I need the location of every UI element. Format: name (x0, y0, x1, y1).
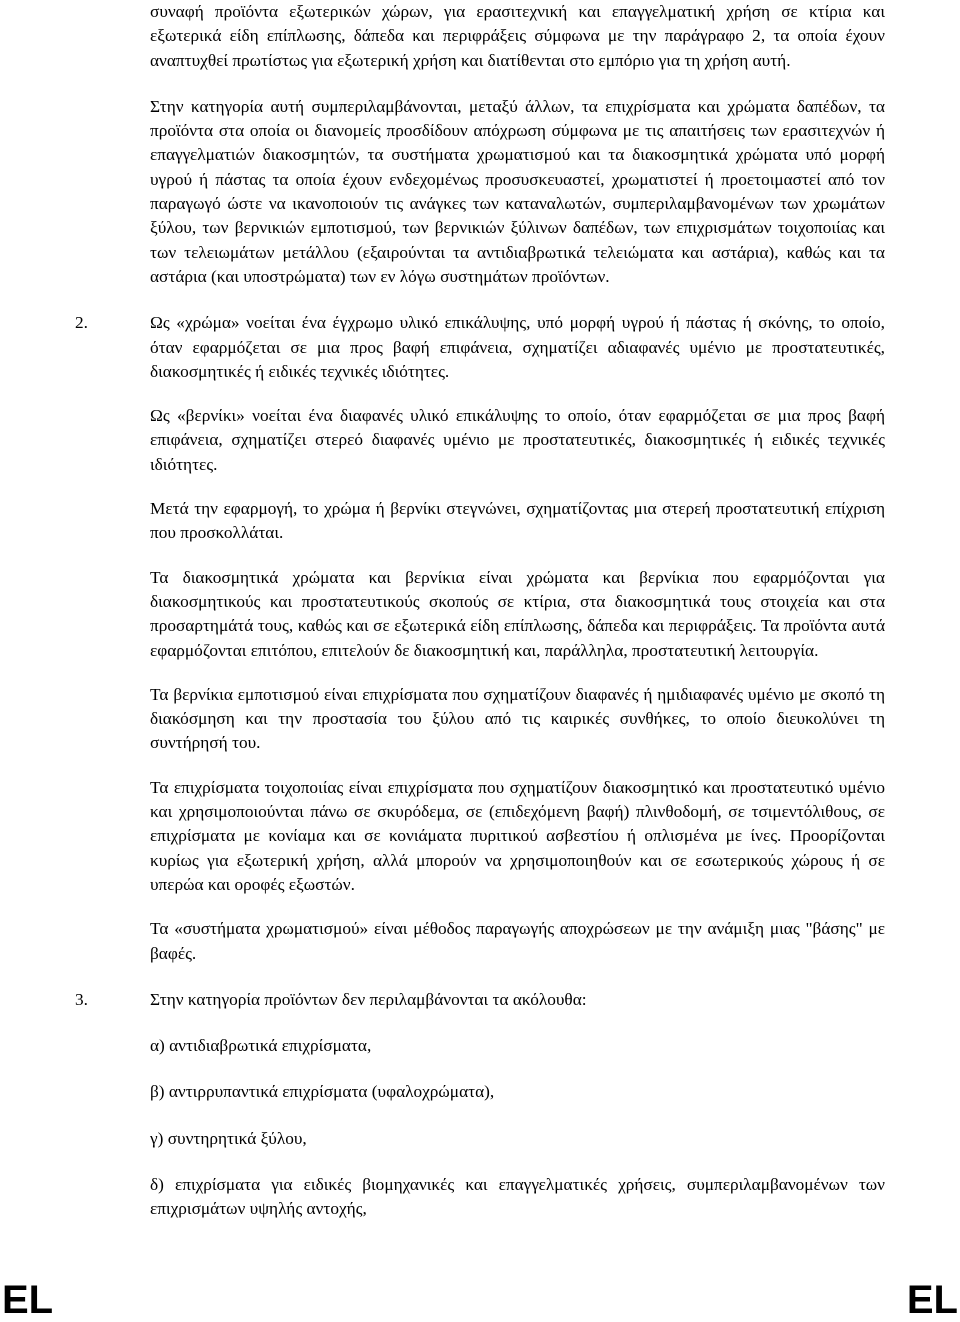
list-item: γ) συντηρητικά ξύλου, (150, 1128, 307, 1148)
paragraph-paint-definition: Ως «χρώμα» νοείται ένα έγχρωμο υλικό επικάλυψης, υπό μορφή υγρού ή πάστας ή σκόνης, το οποίο, όταν εφαρμόζεται σε μια προς βαφή επιφάνεια, σχηματίζει αδιαφανές υμένιο με προστατευτικές, διακοσμητικές ή ειδικές τεχνικές ιδιότητες. (150, 313, 885, 381)
footer-language-code-right: EL (906, 1278, 958, 1322)
paragraph-impregnation-varnish: Τα βερνίκια εμποτισμού είναι επιχρίσματα που σχηματίζουν διαφανές ή ημιδιαφανές υμένιο με σκοπό τη διακόσμηση και την προστασία του ξύλου από τις καιρικές συνθήκες, το οποίο διευκολύνει τη συντήρησή του. (150, 684, 885, 753)
section-number: 3. (75, 989, 88, 1009)
list-item: α) αντιδιαβρωτικά επιχρίσματα, (150, 1036, 372, 1056)
document-body (75, 0, 885, 1222)
section-number: 2. (75, 313, 88, 333)
paragraph-drying: Μετά την εφαρμογή, το χρώμα ή βερνίκι στεγνώνει, σχηματίζοντας μια στερεή προστατευτική επίχριση που προσκολλάται. (150, 499, 885, 543)
paragraph-tinting-systems: Τα «συστήματα χρωματισμού» είναι μέθοδος παραγωγής αποχρώσεων με την ανάμιξη μιας "βάσης" με βαφές. (150, 919, 885, 963)
list-item: β) αντιρρυπαντικά επιχρίσματα (υφαλοχρώματα), (150, 1082, 495, 1102)
paragraph-varnish-definition: Ως «βερνίκι» νοείται ένα διαφανές υλικό επικάλυψης το οποίο, όταν εφαρμόζεται σε μια προς βαφή επιφάνεια, σχηματίζει στερεό διαφανές υμένιο με προστατευτικές, διακοσμητικές ή ειδικές τεχνικές ιδιότητες. (150, 406, 885, 474)
paragraph-category-scope: Στην κατηγορία αυτή συμπεριλαμβάνονται, μεταξύ άλλων, τα επιχρίσματα και χρώματα δαπέδων, τα προϊόντα στα οποία οι διανομείς προσδίδουν απόχρωση σύμφωνα με τις απαιτήσεις των ερασιτεχνών ή επαγγελματιών διακοσμητών, τα συστήματα χρωματισμού και τα διακοσμητικά χρώματα υπό μορφή υγρού ή πάστας τα οποία έχουν ενδεχομένως προσυσκευαστεί, χρωματιστεί ή προετοιμαστεί από τον παραγωγό ώστε να ικανοποιούν τις ανάγκες των καταναλωτών, συμπεριλαμβανομένων των χρωμάτων ξύλου, των βερνικιών εμποτισμού, των βερνικιών ξύλινων δαπέδων, των επιχρισμάτων τοιχοποιίας και των τελειωμάτων μετάλλου (εξαιρούνται τα αντιδιαβρωτικά τελειώματα και αστάρια), καθώς και τα αστάρια (και υποστρώματα) των εν λόγω συστημάτων προϊόντων. (150, 96, 885, 286)
paragraph-masonry-coatings: Τα επιχρίσματα τοιχοποιίας είναι επιχρίσματα που σχηματίζουν διακοσμητικό και προστατευτικό υμένιο και χρησιμοποιούνται πάνω σε σκυρόδεμα, σε (επιδεχόμενη βαφή) πλινθοδομή, σε τσιμεντόλιθους, σε επιχρίσματα με κονίαμα και σε κονιάματα πυριτικού ασβεστίου ή οπλισμένα με ίνες. Προορίζονται κυρίως για εξωτερική χρήση, αλλά μπορούν να χρησιμοποιηθούν και σε εσωτερικούς χώρους ή σε υπερώα και οροφές εξωστών. (150, 777, 885, 894)
paragraph-exclusions-intro: Στην κατηγορία προϊόντων δεν περιλαμβάνονται τα ακόλουθα: (150, 989, 587, 1009)
list-item: δ) επιχρίσματα για ειδικές βιομηχανικές και επαγγελματικές χρήσεις, συμπεριλαμβανομένων των επιχρισμάτων υψηλής αντοχής, (150, 1174, 885, 1219)
section-3 (75, 988, 885, 1012)
footer-language-code-left: EL (2, 1278, 54, 1322)
paragraph-intro: συναφή προϊόντα εξωτερικών χώρων, για ερασιτεχνική και επαγγελματική χρήση σε κτίρια και εξωτερικά είδη επίπλωσης, δάπεδα και περιφράξεις σύμφωνα με την παράγραφο 2, τα οποία έχουν αναπτυχθεί πρωτίστως για εξωτερική χρήση και διατίθενται στο εμπόριο για τη χρήση αυτή. (150, 2, 885, 70)
section-2 (75, 311, 885, 384)
paragraph-decorative-paints: Τα διακοσμητικά χρώματα και βερνίκια είναι χρώματα και βερνίκια που εφαρμόζονται για διακοσμητικούς και προστατευτικούς σκοπούς σε κτίρια, στα διακοσμητικά τους στοιχεία και στα προσαρτημάτά τους, καθώς και σε εξωτερικά είδη επίπλωσης, δάπεδα και περιφράξεις. Τα προϊόντα αυτά εφαρμόζονται επιτόπου, επιτελούν δε διακοσμητική και, παράλληλα, προστατευτική λειτουργία. (150, 567, 885, 660)
